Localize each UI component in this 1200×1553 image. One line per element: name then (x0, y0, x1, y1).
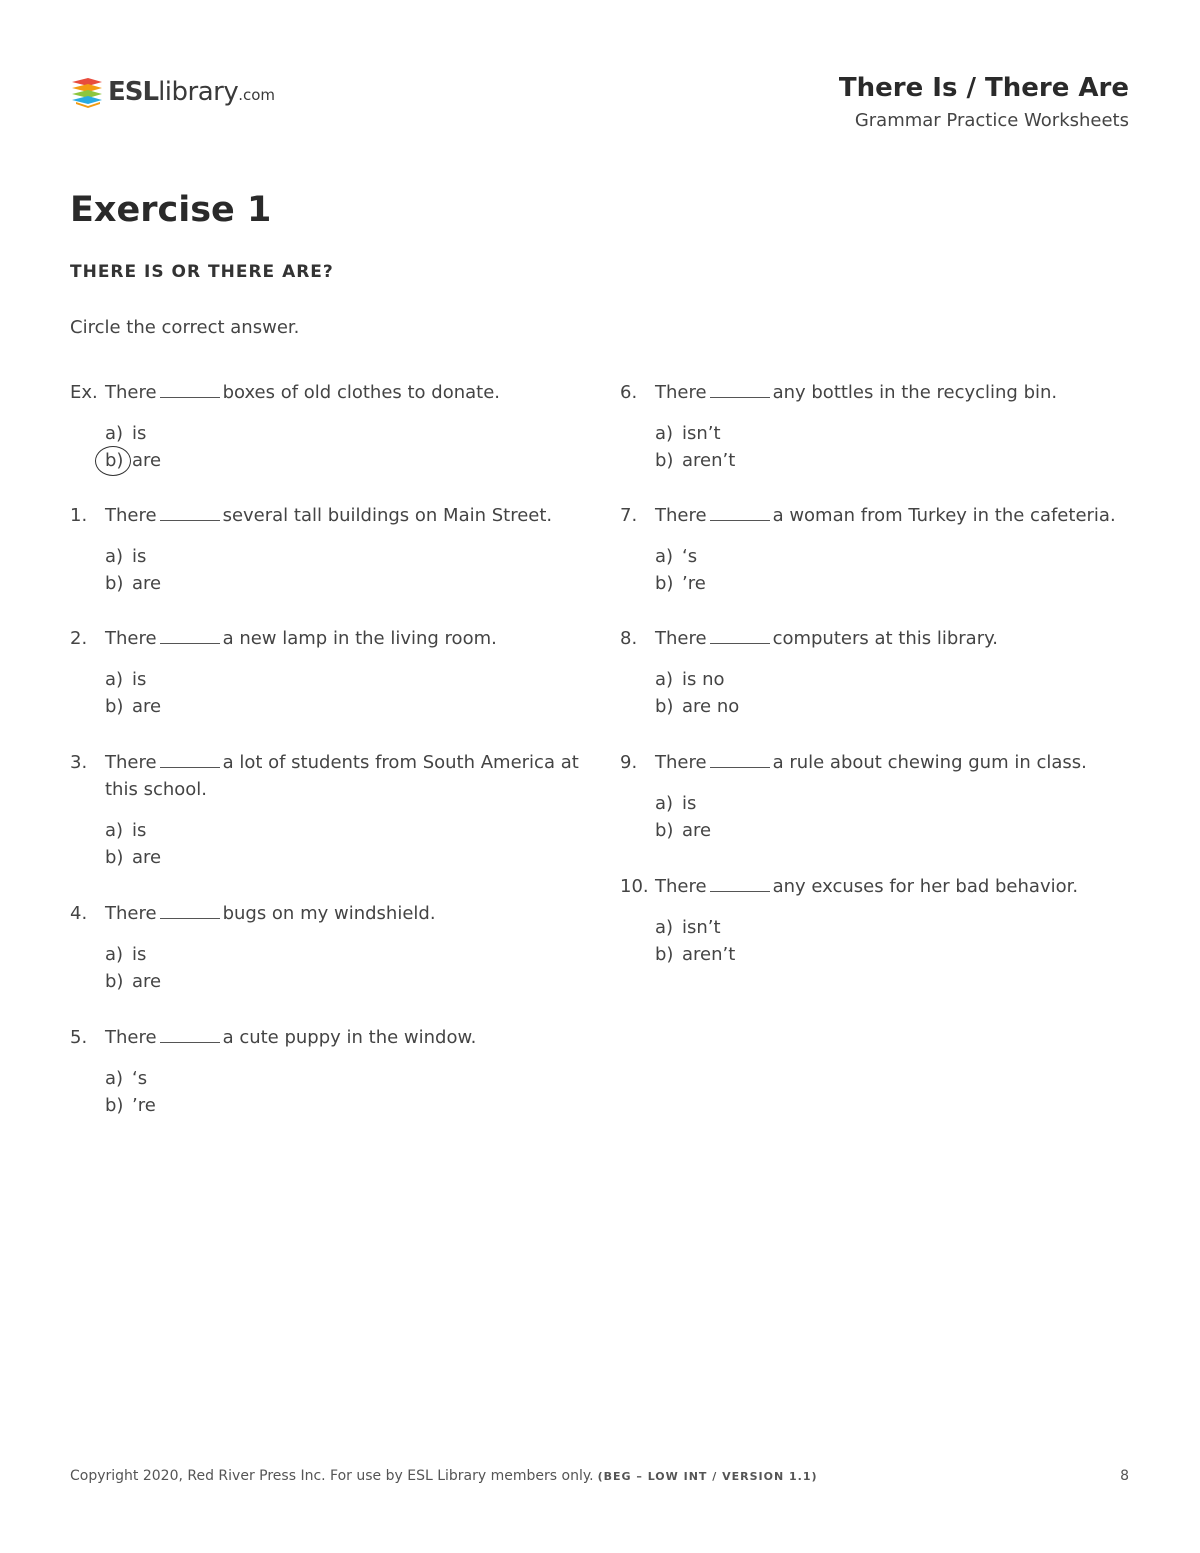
exercise-instruction: Circle the correct answer. (70, 317, 300, 338)
worksheet-subtitle: Grammar Practice Worksheets (854, 110, 1129, 131)
option-a[interactable]: a) is (105, 820, 147, 841)
option-b[interactable]: b) are (105, 847, 162, 868)
question-2: 2. There a new lamp in the living room. a) is b) are (70, 625, 590, 720)
answer-blank (710, 875, 770, 892)
option-b[interactable]: b) ’re (655, 573, 706, 594)
answer-blank (160, 1026, 220, 1043)
worksheet-title: There Is / There Are (838, 73, 1129, 103)
option-a[interactable]: a) ‘s (655, 546, 698, 567)
answer-blank (710, 504, 770, 521)
footer-copyright: Copyright 2020, Red River Press Inc. For use by ESL Library members only. (BEG – LOW INT / VERSION 1.1) (70, 1468, 818, 1484)
exercise-title: Exercise 1 (70, 190, 272, 230)
question-5: 5. There a cute puppy in the window. a) ‘s b) ’re (70, 1024, 590, 1119)
footer-version: (BEG – LOW INT / VERSION 1.1) (597, 1470, 818, 1483)
question-1: 1. There several tall buildings on Main Street. a) is b) are (70, 502, 590, 597)
logo-wordmark: ESLlibrary.com (108, 77, 276, 107)
option-b[interactable]: b) are (105, 573, 162, 594)
answer-blank (160, 627, 220, 644)
question-4: 4. There bugs on my windshield. a) is b) are (70, 900, 590, 995)
answer-blank (160, 504, 220, 521)
answer-blank (160, 751, 220, 768)
question-8: 8. There computers at this library. a) is no b) are no (620, 625, 1140, 720)
option-a[interactable]: a) isn’t (655, 917, 721, 938)
option-a[interactable]: a) is (105, 546, 147, 567)
option-a[interactable]: a) ‘s (105, 1068, 148, 1089)
book-stack-icon (70, 76, 104, 110)
esl-library-logo (70, 70, 275, 110)
answer-blank (710, 381, 770, 398)
option-b[interactable]: b) ’re (105, 1095, 156, 1116)
option-a[interactable]: a) is (655, 793, 697, 814)
answer-blank (160, 902, 220, 919)
option-a[interactable]: a) isn’t (655, 423, 721, 444)
option-a[interactable]: a) is (105, 669, 147, 690)
answer-blank (710, 751, 770, 768)
option-a[interactable]: a) is (105, 944, 147, 965)
option-a[interactable]: a) is no (655, 669, 725, 690)
option-b[interactable]: b) are (655, 820, 712, 841)
question-3: 3. There a lot of students from South America at this school. a) is b) are (70, 749, 590, 871)
option-b[interactable]: b) aren’t (655, 944, 736, 965)
question-9: 9. There a rule about chewing gum in class. a) is b) are (620, 749, 1140, 844)
question-7: 7. There a woman from Turkey in the cafeteria. a) ‘s b) ’re (620, 502, 1140, 597)
answer-blank (710, 627, 770, 644)
exercise-subtitle: THERE IS OR THERE ARE? (70, 262, 334, 282)
option-b[interactable]: b) are (105, 447, 590, 474)
question-6: 6. There any bottles in the recycling bin. a) isn’t b) aren’t (620, 379, 1140, 474)
option-a[interactable]: a) is (105, 423, 147, 444)
answer-blank (160, 381, 220, 398)
question-10: 10. There any excuses for her bad behavior. a) isn’t b) aren’t (620, 873, 1140, 968)
option-b[interactable]: b) aren’t (655, 450, 736, 471)
option-b[interactable]: b) are (105, 971, 162, 992)
answer-circle (95, 446, 131, 476)
option-b[interactable]: b) are no (655, 696, 740, 717)
page-number: 8 (1120, 1468, 1129, 1484)
question-example: Ex. There boxes of old clothes to donate. a) is b) are (70, 379, 590, 474)
option-b[interactable]: b) are (105, 696, 162, 717)
